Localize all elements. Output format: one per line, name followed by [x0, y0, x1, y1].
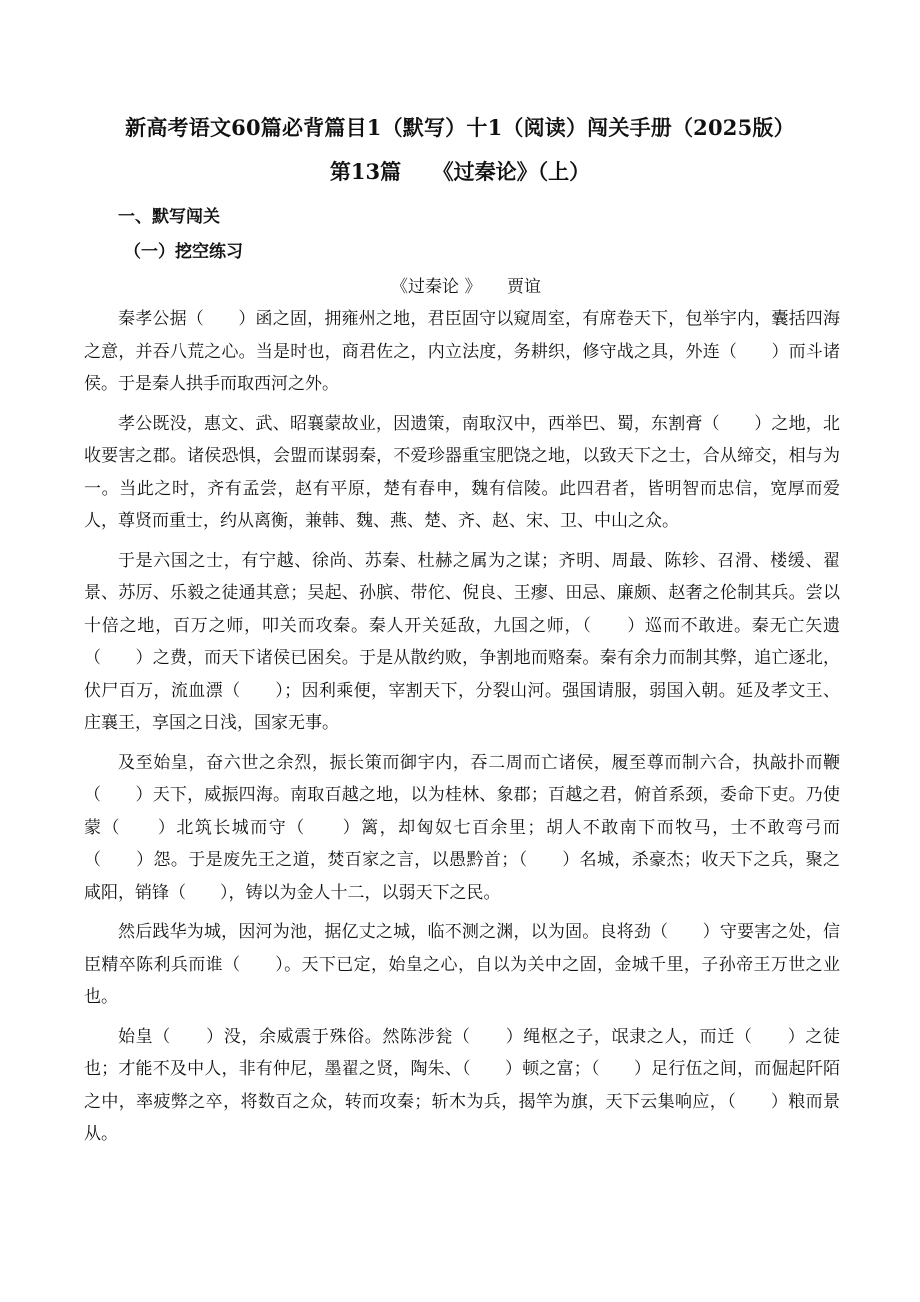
- subsection-heading: （一）挖空练习: [124, 242, 243, 262]
- paragraph: 及至始皇，奋六世之余烈，振长策而御宇内，吞二周而亡诸侯，履至尊而制六合，执敲扑而鞭（ ）天下，威振四海。南取百越之地，以为桂林、象郡；百越之君，俯首系颈，委命下吏。乃使蒙（ ）北筑长城而守（ ）篱，却匈奴七百余里；胡人不敢南下而牧马，士不敢弯弓而（ ）怨。于是废先王之道，焚百家之言，以愚黔首；（ ）名城，杀豪杰；收天下之兵，聚之咸阳，销锋（ ），铸以为金人十二，以弱天下之民。: [84, 752, 840, 903]
- document-subtitle: 第13篇 《过秦论》（上）: [329, 159, 591, 184]
- section-heading: 一、默写闯关: [118, 207, 220, 227]
- paragraph: 然后践华为城，因河为池，据亿丈之城，临不测之渊，以为固。良将劲（ ）守要害之处，信臣精卒陈利兵而谁（ ）。天下已定，始皇之心，自以为关中之固，金城千里，子孙帝王万世之业也。: [84, 922, 840, 1007]
- text-title-author: 《过秦论 》 贾谊: [391, 277, 541, 297]
- paragraph: 秦孝公据（ ）函之固，拥雍州之地，君臣固守以窥周室，有席卷天下，包举宇内，囊括四海之意，并吞八荒之心。当是时也，商君佐之，内立法度，务耕织，修守战之具，外连（ ）而斗诸侯。于是秦人拱手而取西河之外。: [84, 309, 840, 394]
- paragraph: 始皇（ ）没，余威震于殊俗。然陈涉瓮（ ）绳枢之子，氓隶之人，而迁（ ）之徒也；才能不及中人，非有仲尼，墨翟之贤，陶朱、（ ）顿之富；（ ）足行伍之间，而倔起阡陌之中，率疲弊之卒，将数百之众，转而攻秦；斩木为兵，揭竿为旗，天下云集响应，（ ）粮而景从。: [84, 1026, 840, 1144]
- passage-body: [84, 303, 840, 1158]
- document-title: 新高考语文60篇必背篇目1（默写）十1（阅读）闯关手册（2025版）: [125, 115, 795, 140]
- paragraph: 孝公既没，惠文、武、昭襄蒙故业，因遗策，南取汉中，西举巴、蜀，东割膏（ ）之地，北收要害之郡。诸侯恐惧，会盟而谋弱秦，不爱珍器重宝肥饶之地，以致天下之士，合从缔交，相与为一。当此之时，齐有孟尝，赵有平原，楚有春申，魏有信陵。此四君者，皆明智而忠信，宽厚而爱人，尊贤而重士，约从离衡，兼韩、魏、燕、楚、齐、赵、宋、卫、中山之众。: [84, 413, 840, 531]
- paragraph: 于是六国之士，有宁越、徐尚、苏秦、杜赫之属为之谋；齐明、周最、陈轸、召滑、楼缓、翟景、苏厉、乐毅之徒通其意；吴起、孙膑、带佗、倪良、王瘳、田忌、廉颇、赵奢之伦制其兵。尝以十倍之地，百万之师，叩关而攻秦。秦人开关延敌，九国之师，（ ）巡而不敢进。秦无亡矢遗（ ）之费，而天下诸侯已困矣。于是从散约败，争割地而赂秦。秦有余力而制其弊，追亡逐北，伏尸百万，流血漂（ ）；因利乘便，宰割天下，分裂山河。强国请服，弱国入朝。延及孝文王、庄襄王，享国之日浅，国家无事。: [84, 550, 840, 733]
